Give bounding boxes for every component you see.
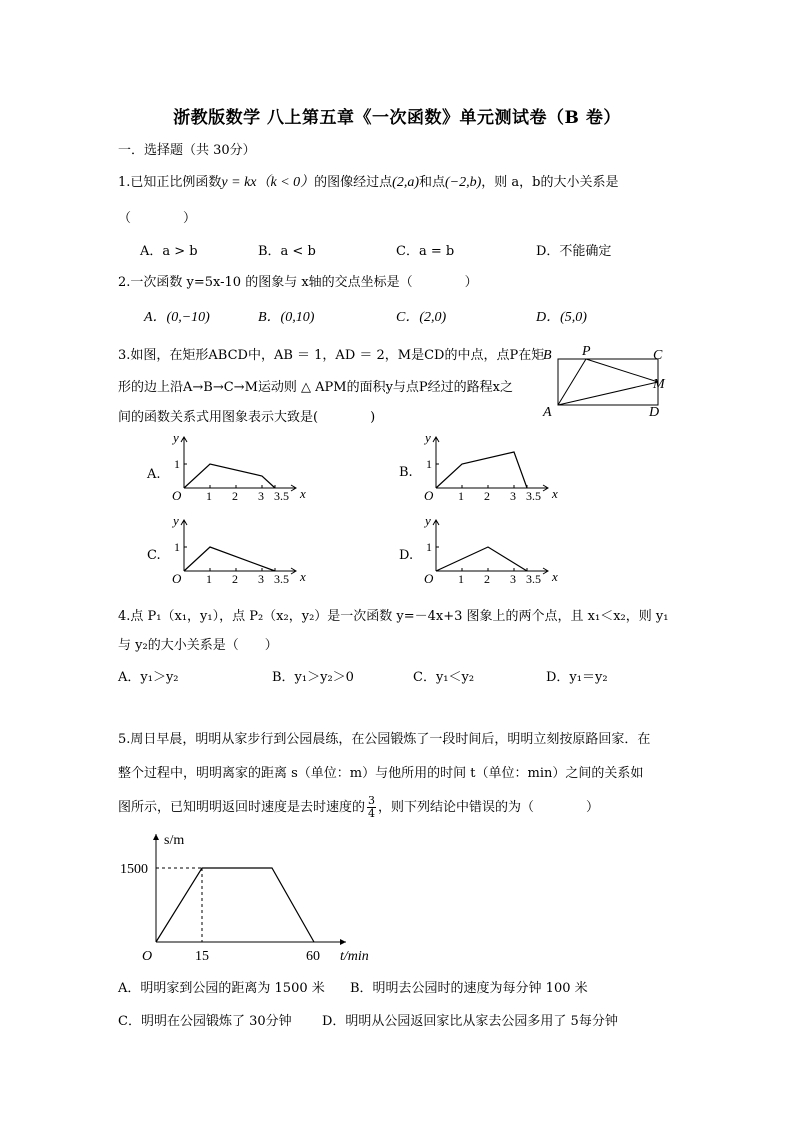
q1-text-c: 和点 <box>419 175 446 190</box>
x-tick-label-2: 2 <box>484 572 490 586</box>
x-tick-label-1: 1 <box>206 572 212 586</box>
y-tick-1: 1 <box>426 457 432 471</box>
function-line <box>184 547 275 571</box>
q3-line-2: 形的边上沿A→B→C→M运动则 △ APM的面积y与点P经过的路程x之 <box>118 380 514 395</box>
y-tick-1: 1 <box>426 540 432 554</box>
label-m: M <box>653 377 665 392</box>
q5-xlabel: t/min <box>340 949 369 964</box>
q1-option-c: C．a = b <box>396 244 455 259</box>
x-tick-label-1: 1 <box>206 489 212 503</box>
function-line <box>436 547 527 571</box>
q4-option-a: A．y₁＞y₂ <box>118 670 179 685</box>
q1-formula: y = kx（k < 0） <box>221 175 315 190</box>
x-tick-label-2: 2 <box>232 489 238 503</box>
q1-option-d: D．不能确定 <box>536 244 612 259</box>
label-c: C <box>653 348 663 363</box>
q1-text-a: 1.已知正比例函数 <box>118 175 222 190</box>
q1-point2: (−2,b) <box>445 175 482 190</box>
x-tick-label-3.5: 3.5 <box>274 489 289 503</box>
q4-option-b: B．y₁＞y₂＞0 <box>272 670 354 685</box>
x-tick-label-2: 2 <box>484 489 490 503</box>
y-label: y <box>425 430 431 445</box>
q5-line-3 <box>118 795 599 820</box>
q5-line-1: 5.周日早晨，明明从家步行到公园晨练，在公园锻炼了一段时间后，明明立刻按原路回家．在 <box>118 732 651 747</box>
q3-option-a-label: A. <box>147 467 161 482</box>
q3-option-b-label: B. <box>399 465 413 480</box>
q3-graph-d <box>422 513 562 586</box>
q2-option-b: B．(0,10) <box>258 310 315 325</box>
q4-option-d: D．y₁＝y₂ <box>546 670 608 685</box>
y-label: y <box>173 430 179 445</box>
q1-text-b: 的图像经过点 <box>314 175 393 190</box>
q4-line-1: 4.点 P₁（x₁，y₁），点 P₂（x₂，y₂）是一次函数 y=－4x+3 图象上的两个点，且 x₁＜x₂，则 y₁ <box>118 609 669 624</box>
origin-label: O <box>424 488 434 503</box>
q5-line-3-b: ，则下列结论中错误的为（ ） <box>378 800 600 815</box>
x-tick-label-2: 2 <box>232 572 238 586</box>
x-tick-label-3: 3 <box>510 489 516 503</box>
y-label: y <box>173 513 179 528</box>
origin-label: O <box>172 571 182 586</box>
q5-x-tick-15: 15 <box>195 949 209 964</box>
q3-line-3: 间的函数关系式用图象表示大致是( ) <box>118 410 376 425</box>
q3-graph-b <box>422 430 562 503</box>
q5-line-2: 整个过程中，明明离家的距离 s（单位：m）与他所用的时间 t（单位：min）之间的关系如 <box>118 766 644 781</box>
origin-label: O <box>172 488 182 503</box>
y-label: y <box>425 513 431 528</box>
x-label: x <box>300 569 306 584</box>
question-1 <box>118 171 619 191</box>
q1-point1: (2,a) <box>392 175 419 190</box>
q3-line-1: 3.如图，在矩形ABCD中，AB ＝ 1，AD ＝ 2，M是CD的中点，点P在矩 <box>118 348 545 363</box>
x-tick-label-1: 1 <box>458 489 464 503</box>
x-tick-label-3.5: 3.5 <box>274 572 289 586</box>
section-heading: 一．选择题（共 30分） <box>118 143 256 158</box>
q2-option-d: D．(5,0) <box>536 310 587 325</box>
page-title: 浙教版数学 八上第五章《一次函数》单元测试卷（B 卷） <box>173 108 621 128</box>
q5-line-3-a: 图所示，已知明明返回时速度是去时速度的 <box>118 800 366 815</box>
q5-origin: O <box>142 949 153 964</box>
x-label: x <box>300 486 306 501</box>
q1-option-a: A．a > b <box>140 244 198 259</box>
x-tick-label-3: 3 <box>258 489 264 503</box>
question-2: 2.一次函数 y=5x-10 的图象与 x轴的交点坐标是（ ） <box>118 275 478 290</box>
q1-option-b: B．a < b <box>258 244 316 259</box>
q5-x-tick-60: 60 <box>306 949 320 964</box>
q5-option-b: B．明明去公园时的速度为每分钟 100 米 <box>350 981 588 996</box>
segment-ap <box>558 359 586 405</box>
x-tick-label-3.5: 3.5 <box>526 572 541 586</box>
x-tick-label-3: 3 <box>258 572 264 586</box>
q1-blank: （ ） <box>118 211 197 226</box>
rectangle-figure <box>538 344 678 422</box>
q5-graph <box>118 826 388 966</box>
function-line <box>436 452 527 488</box>
q4-line-2: 与 y₂的大小关系是（ ） <box>118 638 278 653</box>
label-b: B <box>543 348 552 363</box>
q3-graph-a <box>170 430 310 503</box>
q5-fraction <box>367 795 376 820</box>
function-line <box>184 464 275 488</box>
x-label: x <box>552 569 558 584</box>
q3-option-c-label: C. <box>147 548 161 563</box>
q2-option-a: A．(0,−10) <box>144 310 210 325</box>
segment-am <box>558 382 658 405</box>
fraction-denominator: 4 <box>368 807 376 820</box>
fraction-numerator: 3 <box>368 794 376 807</box>
segment-pm <box>586 359 658 382</box>
x-tick-label-1: 1 <box>458 572 464 586</box>
q5-ylabel: s/m <box>164 833 185 848</box>
q5-option-d: D．明明从公园返回家比从家去公园多用了 5每分钟 <box>322 1014 618 1029</box>
q2-option-c: C．(2,0) <box>396 310 447 325</box>
x-tick-label-3: 3 <box>510 572 516 586</box>
q5-option-a: A．明明家到公园的距离为 1500 米 <box>118 981 325 996</box>
label-a: A <box>543 405 552 420</box>
label-p: P <box>582 344 591 359</box>
q3-option-d-label: D. <box>399 548 414 563</box>
label-d: D <box>649 405 660 420</box>
y-tick-1: 1 <box>174 540 180 554</box>
x-label: x <box>552 486 558 501</box>
q1-text-d: ，则 a，b的大小关系是 <box>481 175 619 190</box>
q3-graph-c <box>170 513 310 586</box>
q5-option-c: C．明明在公园锻炼了 30分钟 <box>118 1014 292 1029</box>
origin-label: O <box>424 571 434 586</box>
x-tick-label-3.5: 3.5 <box>526 489 541 503</box>
y-tick-1: 1 <box>174 457 180 471</box>
q4-option-c: C．y₁＜y₂ <box>413 670 475 685</box>
q5-distance-line <box>156 868 314 942</box>
q5-y-tick-1500: 1500 <box>120 862 148 877</box>
